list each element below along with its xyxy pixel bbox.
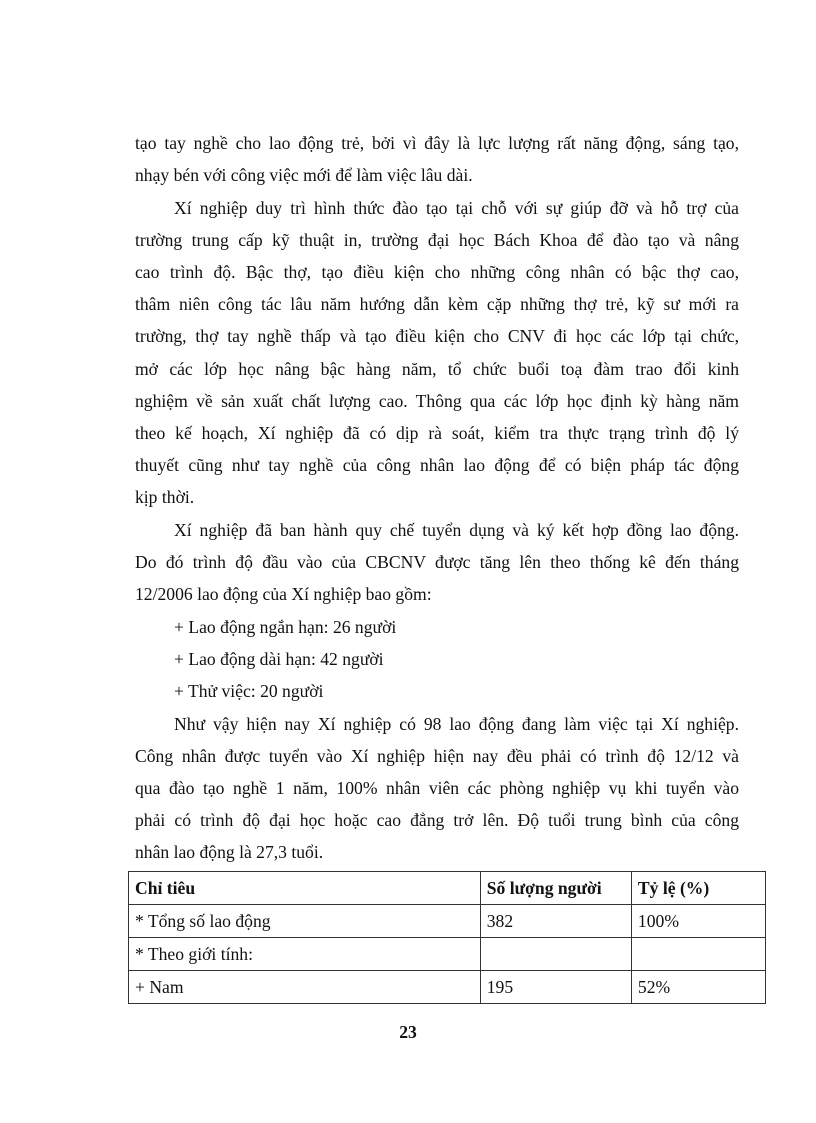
paragraph-line: Xí nghiệp đã ban hành quy chế tuyển dụng và ký kết hợp đồng lao động. (174, 520, 739, 540)
table-cell: 382 (480, 905, 631, 938)
list-item: + Thử việc: 20 người (174, 681, 324, 701)
table-header-row (129, 872, 766, 905)
list-item: + Lao động dài hạn: 42 người (174, 649, 384, 669)
paragraph-line: phải có trình độ đại học hoặc cao đẳng trở lên. Độ tuổi trung bình của công (135, 810, 739, 830)
table-row (129, 905, 766, 938)
paragraph-line: thuyết cũng như tay nghề của công nhân lao động để có biện pháp tác động (135, 455, 739, 475)
table-cell: 195 (480, 971, 631, 1004)
paragraph-line: mở các lớp học nâng bậc hàng năm, tổ chức buổi toạ đàm trao đổi kinh (135, 359, 739, 379)
paragraph-line: thâm niên công tác lâu năm hướng dẫn kèm cặp những thợ trẻ, kỹ sư mới ra (135, 294, 739, 314)
list-item: + Lao động ngắn hạn: 26 người (174, 617, 397, 637)
paragraph-line: tạo tay nghề cho lao động trẻ, bởi vì đây là lực lượng rất năng động, sáng tạo, (135, 133, 739, 153)
table-row (129, 971, 766, 1004)
paragraph-line: trường trung cấp kỹ thuật in, trường đại học Bách Khoa để đào tạo và nâng (135, 230, 739, 250)
paragraph-line: cao trình độ. Bậc thợ, tạo điều kiện cho những công nhân có bậc thợ cao, (135, 262, 739, 282)
paragraph-line: nhân lao động là 27,3 tuổi. (135, 842, 324, 862)
table-cell (480, 938, 631, 971)
paragraph-line: qua đào tạo nghề 1 năm, 100% nhân viên các phòng nghiệp vụ khi tuyển vào (135, 778, 739, 798)
paragraph-line: Công nhân được tuyển vào Xí nghiệp hiện nay đều phải có trình độ 12/12 và (135, 746, 739, 766)
table-row (129, 938, 766, 971)
column-header: Chỉ tiêu (129, 872, 481, 905)
table-cell: * Tổng số lao động (129, 905, 481, 938)
paragraph-line: theo kế hoạch, Xí nghiệp đã có dịp rà soát, kiểm tra thực trạng trình độ lý (135, 423, 739, 443)
table-cell: 100% (631, 905, 765, 938)
table-cell: * Theo giới tính: (129, 938, 481, 971)
paragraph-line: Xí nghiệp duy trì hình thức đào tạo tại chỗ với sự giúp đỡ và hỗ trợ của (174, 198, 739, 218)
paragraph-line: 12/2006 lao động của Xí nghiệp bao gồm: (135, 584, 432, 604)
paragraph-line: nghiệm về sản xuất chất lượng cao. Thông qua các lớp học định kỳ hàng năm (135, 391, 739, 411)
table-cell: + Nam (129, 971, 481, 1004)
column-header: Tỷ lệ (%) (631, 872, 765, 905)
paragraph-line: nhạy bén với công việc mới để làm việc lâu dài. (135, 165, 473, 185)
page-number: 23 (399, 1022, 417, 1042)
table-cell (631, 938, 765, 971)
paragraph-line: kịp thời. (135, 487, 195, 507)
table-cell: 52% (631, 971, 765, 1004)
paragraph-line: Như vậy hiện nay Xí nghiệp có 98 lao động đang làm việc tại Xí nghiệp. (174, 714, 739, 734)
paragraph-line: trường, thợ tay nghề thấp và tạo điều kiện cho CNV đi học các lớp tại chức, (135, 326, 739, 346)
paragraph-line: Do đó trình độ đầu vào của CBCNV được tăng lên theo thống kê đến tháng (135, 552, 739, 572)
labor-statistics-table (128, 871, 766, 1004)
column-header: Số lượng người (480, 872, 631, 905)
